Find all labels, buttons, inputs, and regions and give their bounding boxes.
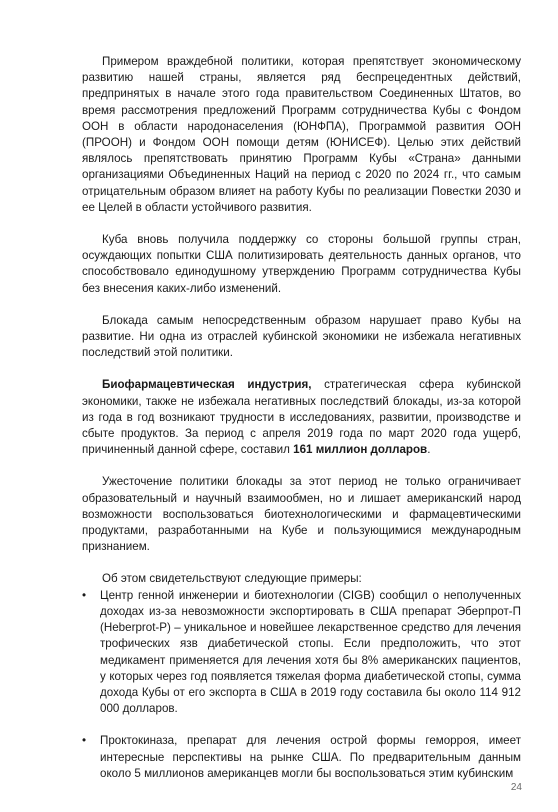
biopharma-damage-amount: 161 миллион долларов	[293, 443, 428, 457]
biopharma-text: стратегическая сфера кубинской экономики, также не избежала негативных последствий блокады, из-за которой из года в год возникают трудности в исследованиях, развитии, производстве и сбыте продуктов. За период с апреля 2019 года по март 2020 года ущерб, причиненный данной сфере, составил	[82, 378, 521, 457]
paragraph-biopharma	[82, 377, 521, 458]
paragraph-tightening: Ужесточение политики блокады за этот период не только ограничивает образовательный и научный взаимообмен, но и лишает американский народ возможности воспользоваться биотехнологическими и фармацевтическими продуктами, разработанными на Кубе и пользующимися международным признанием.	[82, 475, 521, 554]
biopharma-text-end: .	[427, 443, 431, 457]
biopharma-heading: Биофармацевтическая индустрия,	[102, 378, 312, 392]
list-item-text: Центр генной инженерии и биотехнологии (CIGB) сообщил о неполученных доходах из-за невозможности экспортировать в США препарат Эберпрот-П (Heberprot-P) – уникальное и новейшее лекарственное средство для лечения трофических язв диабетической стопы. Если предположить, что этот медикамент применяется для лечения хотя бы 8% американских пациентов, у которых через год появляется тяжелая форма диабетической стопы, сумма дохода Кубы от его экспорта в США в 2019 году составила бы около 114 912 000 долларов.	[100, 588, 521, 716]
bullet-icon: •	[82, 734, 87, 748]
bullet-icon: •	[82, 588, 87, 602]
list-item	[82, 733, 521, 782]
paragraph-right-to-development: Блокада самым непосредственным образом нарушает право Кубы на развитие. Ни одна из отраслей кубинской экономики не избежала негативных последствий этой политики.	[82, 313, 521, 360]
examples-list	[82, 588, 521, 782]
document-body	[82, 54, 521, 798]
list-item-text: Проктокиназа, препарат для лечения острой формы геморроя, имеет интересные перспективы на рынке США. По предварительным данным около 5 миллионов американцев могли бы воспользоваться этим кубинским	[100, 734, 521, 780]
page-number: 24	[510, 782, 522, 793]
paragraph-hostile-policy: Примером враждебной политики, которая препятствует экономическому развитию нашей страны, является ряд беспрецедентных действий, предпринятых в начале этого года правительством Соединенных Штатов, во время рассмотрения предложений Программ сотрудничества Кубы с Фондом ООН в области народонаселения (ЮНФПА), Программой развития ООН (ПРООН) и Фондом ООН помощи детям (ЮНИСЕФ). Целью этих действий являлось препятствовать принятию Программ Кубы «Страна» данными организациями Объединенных Наций на период с 2020 по 2024 гг., что самым отрицательным образом влияет на работу Кубы по реализации Повестки 2030 и ее Целей в области устойчивого развития.	[82, 55, 521, 214]
paragraph-support: Куба вновь получила поддержку со стороны большой группы стран, осуждающих попытки США политизировать деятельность данных органов, что способствовало единодушному утверждению Программ сотрудничества Кубы без внесения каких-либо изменений.	[82, 233, 521, 295]
list-item	[82, 588, 521, 718]
examples-intro: Об этом свидетельствуют следующие примеры:	[102, 572, 362, 586]
